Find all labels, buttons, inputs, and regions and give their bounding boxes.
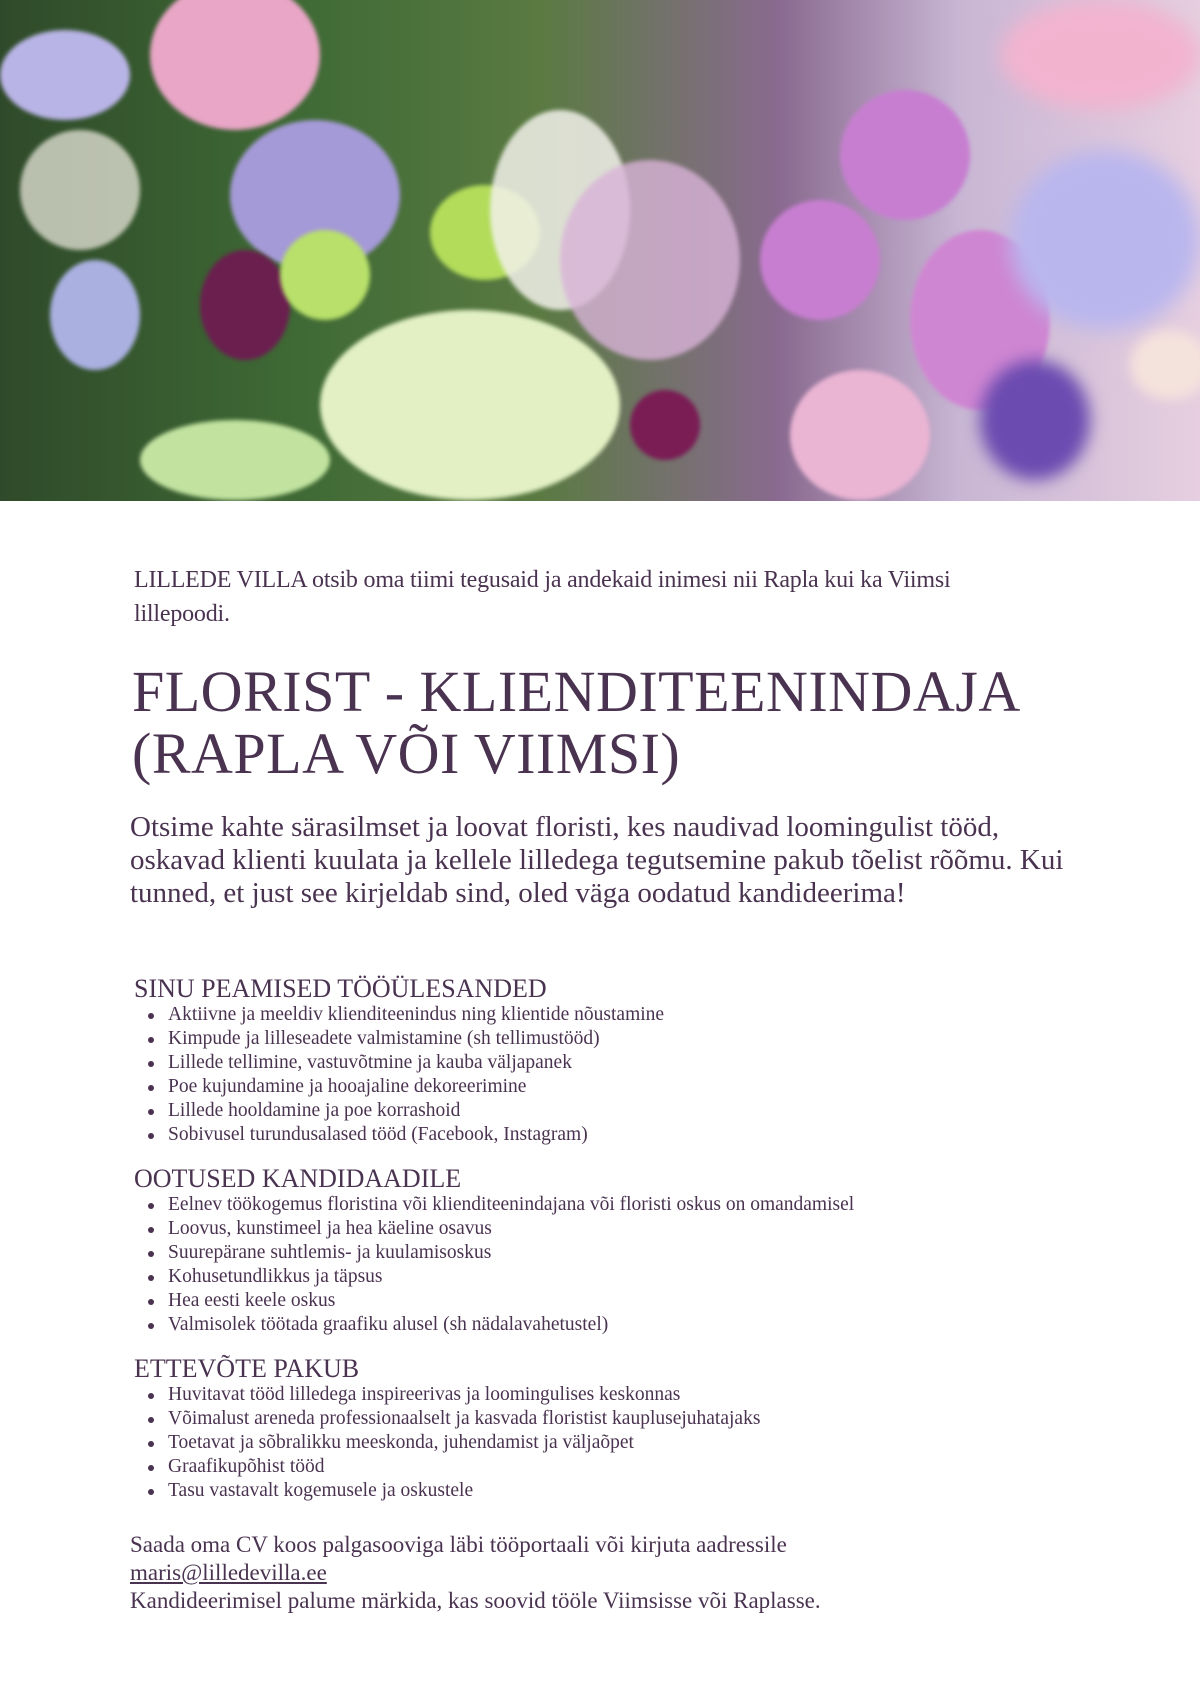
hero-flower-photo xyxy=(0,0,1200,501)
application-instructions xyxy=(130,1531,1090,1615)
flower-shape xyxy=(150,0,320,130)
list-item: Lillede hooldamine ja poe korrashoid xyxy=(168,1099,1034,1123)
list-item: Aktiivne ja meeldiv klienditeenindus ning klientide nõustamine xyxy=(168,1003,1034,1027)
job-posting xyxy=(0,501,1200,1697)
apply-text: Saada oma CV koos palgasooviga läbi tööportaali või kirjuta aadressile xyxy=(130,1532,787,1557)
flower-shape xyxy=(20,130,140,250)
offer-list xyxy=(134,1383,1034,1503)
flower-shape xyxy=(50,260,140,370)
list-item: Toetavat ja sõbralikku meeskonda, juhendamist ja väljaõpet xyxy=(168,1431,1034,1455)
flower-shape xyxy=(1000,0,1200,110)
email-link[interactable]: maris@lilledevilla.ee xyxy=(130,1560,327,1585)
flower-shape xyxy=(840,90,970,220)
job-title xyxy=(132,661,1092,785)
list-item: Graafikupõhist tööd xyxy=(168,1455,1034,1479)
section-offer xyxy=(134,1355,1034,1503)
flower-shape xyxy=(1130,330,1200,400)
list-item: Hea eesti keele oskus xyxy=(168,1289,1034,1313)
list-item: Huvitavat tööd lilledega inspireerivas ja loomingulises keskonnas xyxy=(168,1383,1034,1407)
list-item: Suurepärane suhtlemis- ja kuulamisoskus xyxy=(168,1241,1034,1265)
section-heading: ETTEVÕTE PAKUB xyxy=(134,1354,360,1383)
list-item: Lillede tellimine, vastuvõtmine ja kauba väljapanek xyxy=(168,1051,1034,1075)
section-expectations xyxy=(134,1165,1034,1337)
intro-text: LILLEDE VILLA otsib oma tiimi tegusaid ja andekaid inimesi nii Rapla kui ka Viimsi lillepoodi. xyxy=(134,567,951,627)
flower-shape xyxy=(790,370,930,500)
flower-shape xyxy=(980,360,1090,480)
flower-shape xyxy=(630,390,700,460)
flower-shape xyxy=(280,230,370,320)
list-item: Valmisolek töötada graafiku alusel (sh nädalavahetustel) xyxy=(168,1313,1034,1337)
flower-shape xyxy=(1010,150,1200,330)
list-item: Tasu vastavalt kogemusele ja oskustele xyxy=(168,1479,1034,1503)
lead-paragraph: Otsime kahte särasilmset ja loovat floristi, kes naudivad loomingulist tööd, oskavad klienti kuulata ja kellele lilledega tegutsemine pakub tõelist rõõmu. Kui tunned, et just see kirjeldab sind, oled väga oodatud kandideerima! xyxy=(130,811,1064,909)
section-heading: OOTUSED KANDIDAADILE xyxy=(134,1164,462,1193)
list-item: Sobivusel turundusalased tööd (Facebook, Instagram) xyxy=(168,1123,1034,1147)
flower-shape xyxy=(140,420,330,500)
flower-shape xyxy=(320,310,620,500)
section-duties xyxy=(134,975,1034,1147)
list-item: Kohusetundlikkus ja täpsus xyxy=(168,1265,1034,1289)
list-item: Kimpude ja lilleseadete valmistamine (sh tellimustööd) xyxy=(168,1027,1034,1051)
list-item: Võimalust areneda professionaalselt ja kasvada floristist kauplusejuhatajaks xyxy=(168,1407,1034,1431)
list-item: Loovus, kunstimeel ja hea käeline osavus xyxy=(168,1217,1034,1241)
flower-shape xyxy=(560,160,740,360)
list-item: Eelnev töökogemus floristina või klienditeenindajana või floristi oskus on omandamisel xyxy=(168,1193,1034,1217)
flower-shape xyxy=(0,30,130,120)
expectations-list xyxy=(134,1193,1034,1337)
flower-shape xyxy=(200,250,290,360)
section-heading: SINU PEAMISED TÖÖÜLESANDED xyxy=(134,974,547,1003)
job-title-line-2: (RAPLA VÕI VIIMSI) xyxy=(132,721,681,786)
job-title-line-1: FLORIST - KLIENDITEENINDAJA xyxy=(132,659,1021,724)
location-note: Kandideerimisel palume märkida, kas soovid tööle Viimsisse või Raplasse. xyxy=(130,1588,821,1613)
list-item: Poe kujundamine ja hooajaline dekoreerimine xyxy=(168,1075,1034,1099)
flower-shape xyxy=(760,200,880,320)
duties-list xyxy=(134,1003,1034,1147)
